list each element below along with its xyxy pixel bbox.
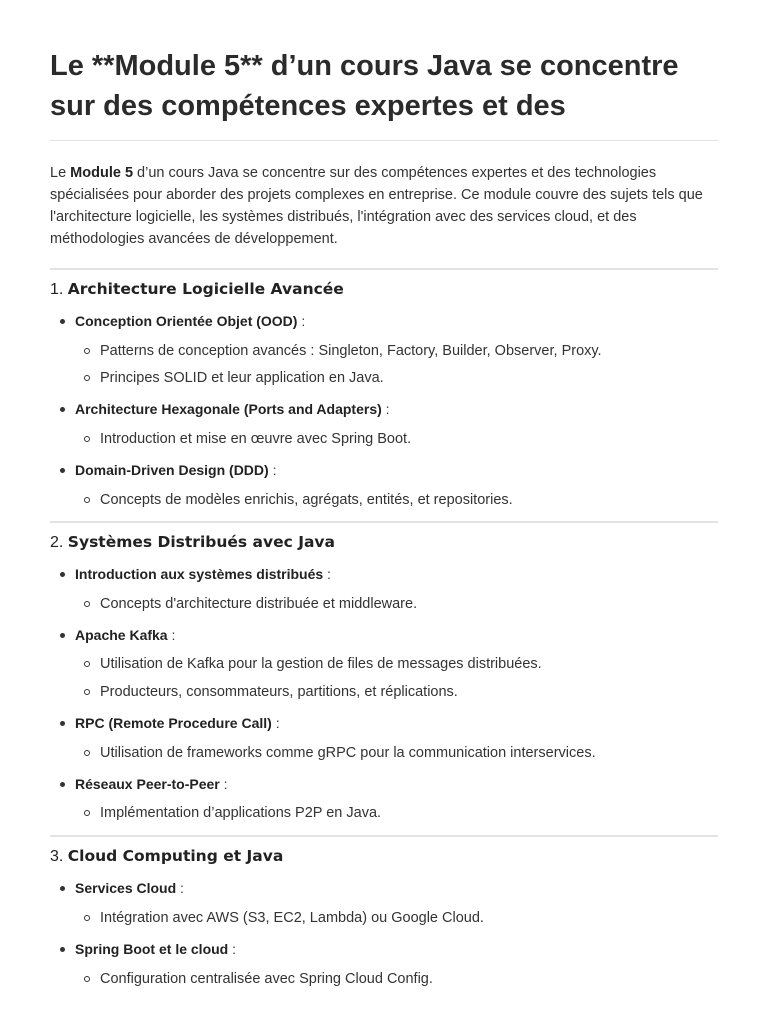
- page-title: Le **Module 5** d’un cours Java se concentre sur des compétences expertes et des: [50, 50, 679, 122]
- circle-bullet-icon: [84, 810, 90, 816]
- list-item: [75, 311, 305, 331]
- section-heading: [50, 531, 335, 554]
- list-item: [75, 713, 280, 733]
- circle-bullet-icon: [84, 915, 90, 921]
- list-item-suffix: :: [219, 776, 228, 792]
- list-item-label: Spring Boot et le cloud: [75, 941, 229, 957]
- circle-bullet-icon: [84, 661, 90, 667]
- list-item-label: Services Cloud: [75, 880, 177, 896]
- list-item-label: Domain-Driven Design (DDD): [75, 462, 269, 478]
- section-divider: [50, 521, 718, 523]
- title-divider: [50, 140, 718, 141]
- section-number: 3.: [50, 848, 64, 865]
- list-item-suffix: :: [228, 941, 237, 957]
- section-number: 2.: [50, 534, 64, 551]
- list-item: [75, 564, 331, 584]
- list-item-label: Apache Kafka: [75, 627, 168, 643]
- section-heading: [50, 278, 344, 301]
- intro-bold: Module 5: [70, 165, 134, 181]
- list-item: [75, 939, 236, 959]
- bullet-icon: [60, 721, 65, 726]
- sub-list-item-text: Intégration avec AWS (S3, EC2, Lambda) ou Google Cloud.: [100, 910, 484, 926]
- sub-list-item: [100, 368, 384, 388]
- sub-list-item-text: Patterns de conception avancés : Singleton, Factory, Builder, Observer, Proxy.: [100, 343, 602, 359]
- intro-rest: d’un cours Java se concentre sur des compétences expertes et des technologies spécialisées pour aborder des projets complexes en entreprise. Ce module couvre des sujets tels que l'architecture logicielle, les systèmes distribués, l'intégration avec des services cloud, et des méthodologies avancées de développement.: [50, 165, 703, 247]
- list-item: [75, 399, 390, 419]
- circle-bullet-icon: [84, 497, 90, 503]
- sub-list-item-text: Concepts de modèles enrichis, agrégats, entités, et repositories.: [100, 492, 513, 508]
- list-item: [75, 460, 276, 480]
- list-item-label: Conception Orientée Objet (OOD): [75, 313, 298, 329]
- section-heading: [50, 845, 283, 868]
- intro-paragraph: [50, 162, 718, 250]
- bullet-icon: [60, 633, 65, 638]
- sub-list-item: [100, 908, 484, 928]
- circle-bullet-icon: [84, 689, 90, 695]
- list-item-suffix: :: [268, 462, 277, 478]
- section-divider: [50, 835, 718, 837]
- section-title: Architecture Logicielle Avancée: [67, 280, 344, 298]
- sub-list-item-text: Introduction et mise en œuvre avec Spring Boot.: [100, 431, 412, 447]
- sub-list-item-text: Utilisation de Kafka pour la gestion de files de messages distribuées.: [100, 656, 542, 672]
- sub-list-item: [100, 429, 411, 449]
- sub-list-item: [100, 341, 602, 361]
- sub-list-item: [100, 743, 596, 763]
- sub-list-item: [100, 969, 433, 989]
- list-item-label: RPC (Remote Procedure Call): [75, 715, 272, 731]
- sub-list-item: [100, 594, 417, 614]
- section-title: Cloud Computing et Java: [67, 847, 284, 865]
- sub-list-item-text: Implémentation d’applications P2P en Java.: [100, 805, 382, 821]
- sub-list-item-text: Utilisation de frameworks comme gRPC pour la communication interservices.: [100, 745, 596, 761]
- list-item: [75, 625, 175, 645]
- sub-list-item: [100, 490, 513, 510]
- list-item-suffix: :: [381, 401, 390, 417]
- sub-list-item-text: Principes SOLID et leur application en Java.: [100, 370, 384, 386]
- circle-bullet-icon: [84, 750, 90, 756]
- bullet-icon: [60, 468, 65, 473]
- list-item-suffix: :: [167, 627, 176, 643]
- section-divider: [50, 268, 718, 270]
- list-item-label: Introduction aux systèmes distribués: [75, 566, 324, 582]
- sub-list-item-text: Configuration centralisée avec Spring Cloud Config.: [100, 971, 433, 987]
- list-item: [75, 774, 228, 794]
- list-item-suffix: :: [297, 313, 306, 329]
- bullet-icon: [60, 947, 65, 952]
- circle-bullet-icon: [84, 601, 90, 607]
- list-item-label: Réseaux Peer-to-Peer: [75, 776, 220, 792]
- sub-list-item: [100, 654, 542, 674]
- section-title: Systèmes Distribués avec Java: [67, 533, 335, 551]
- list-item-suffix: :: [271, 715, 280, 731]
- bullet-icon: [60, 782, 65, 787]
- section-number: 1.: [50, 281, 64, 298]
- circle-bullet-icon: [84, 976, 90, 982]
- list-item-suffix: :: [323, 566, 331, 582]
- circle-bullet-icon: [84, 348, 90, 354]
- intro-prefix: Le: [50, 165, 71, 181]
- sub-list-item: [100, 682, 458, 702]
- bullet-icon: [60, 572, 65, 577]
- bullet-icon: [60, 319, 65, 324]
- sub-list-item-text: Concepts d'architecture distribuée et middleware.: [100, 596, 418, 612]
- sub-list-item: [100, 803, 381, 823]
- list-item: [75, 878, 184, 898]
- list-item-suffix: :: [176, 880, 184, 896]
- bullet-icon: [60, 886, 65, 891]
- sub-list-item-text: Producteurs, consommateurs, partitions, et réplications.: [100, 684, 458, 700]
- circle-bullet-icon: [84, 436, 90, 442]
- bullet-icon: [60, 407, 65, 412]
- list-item-label: Architecture Hexagonale (Ports and Adapters): [75, 401, 382, 417]
- circle-bullet-icon: [84, 375, 90, 381]
